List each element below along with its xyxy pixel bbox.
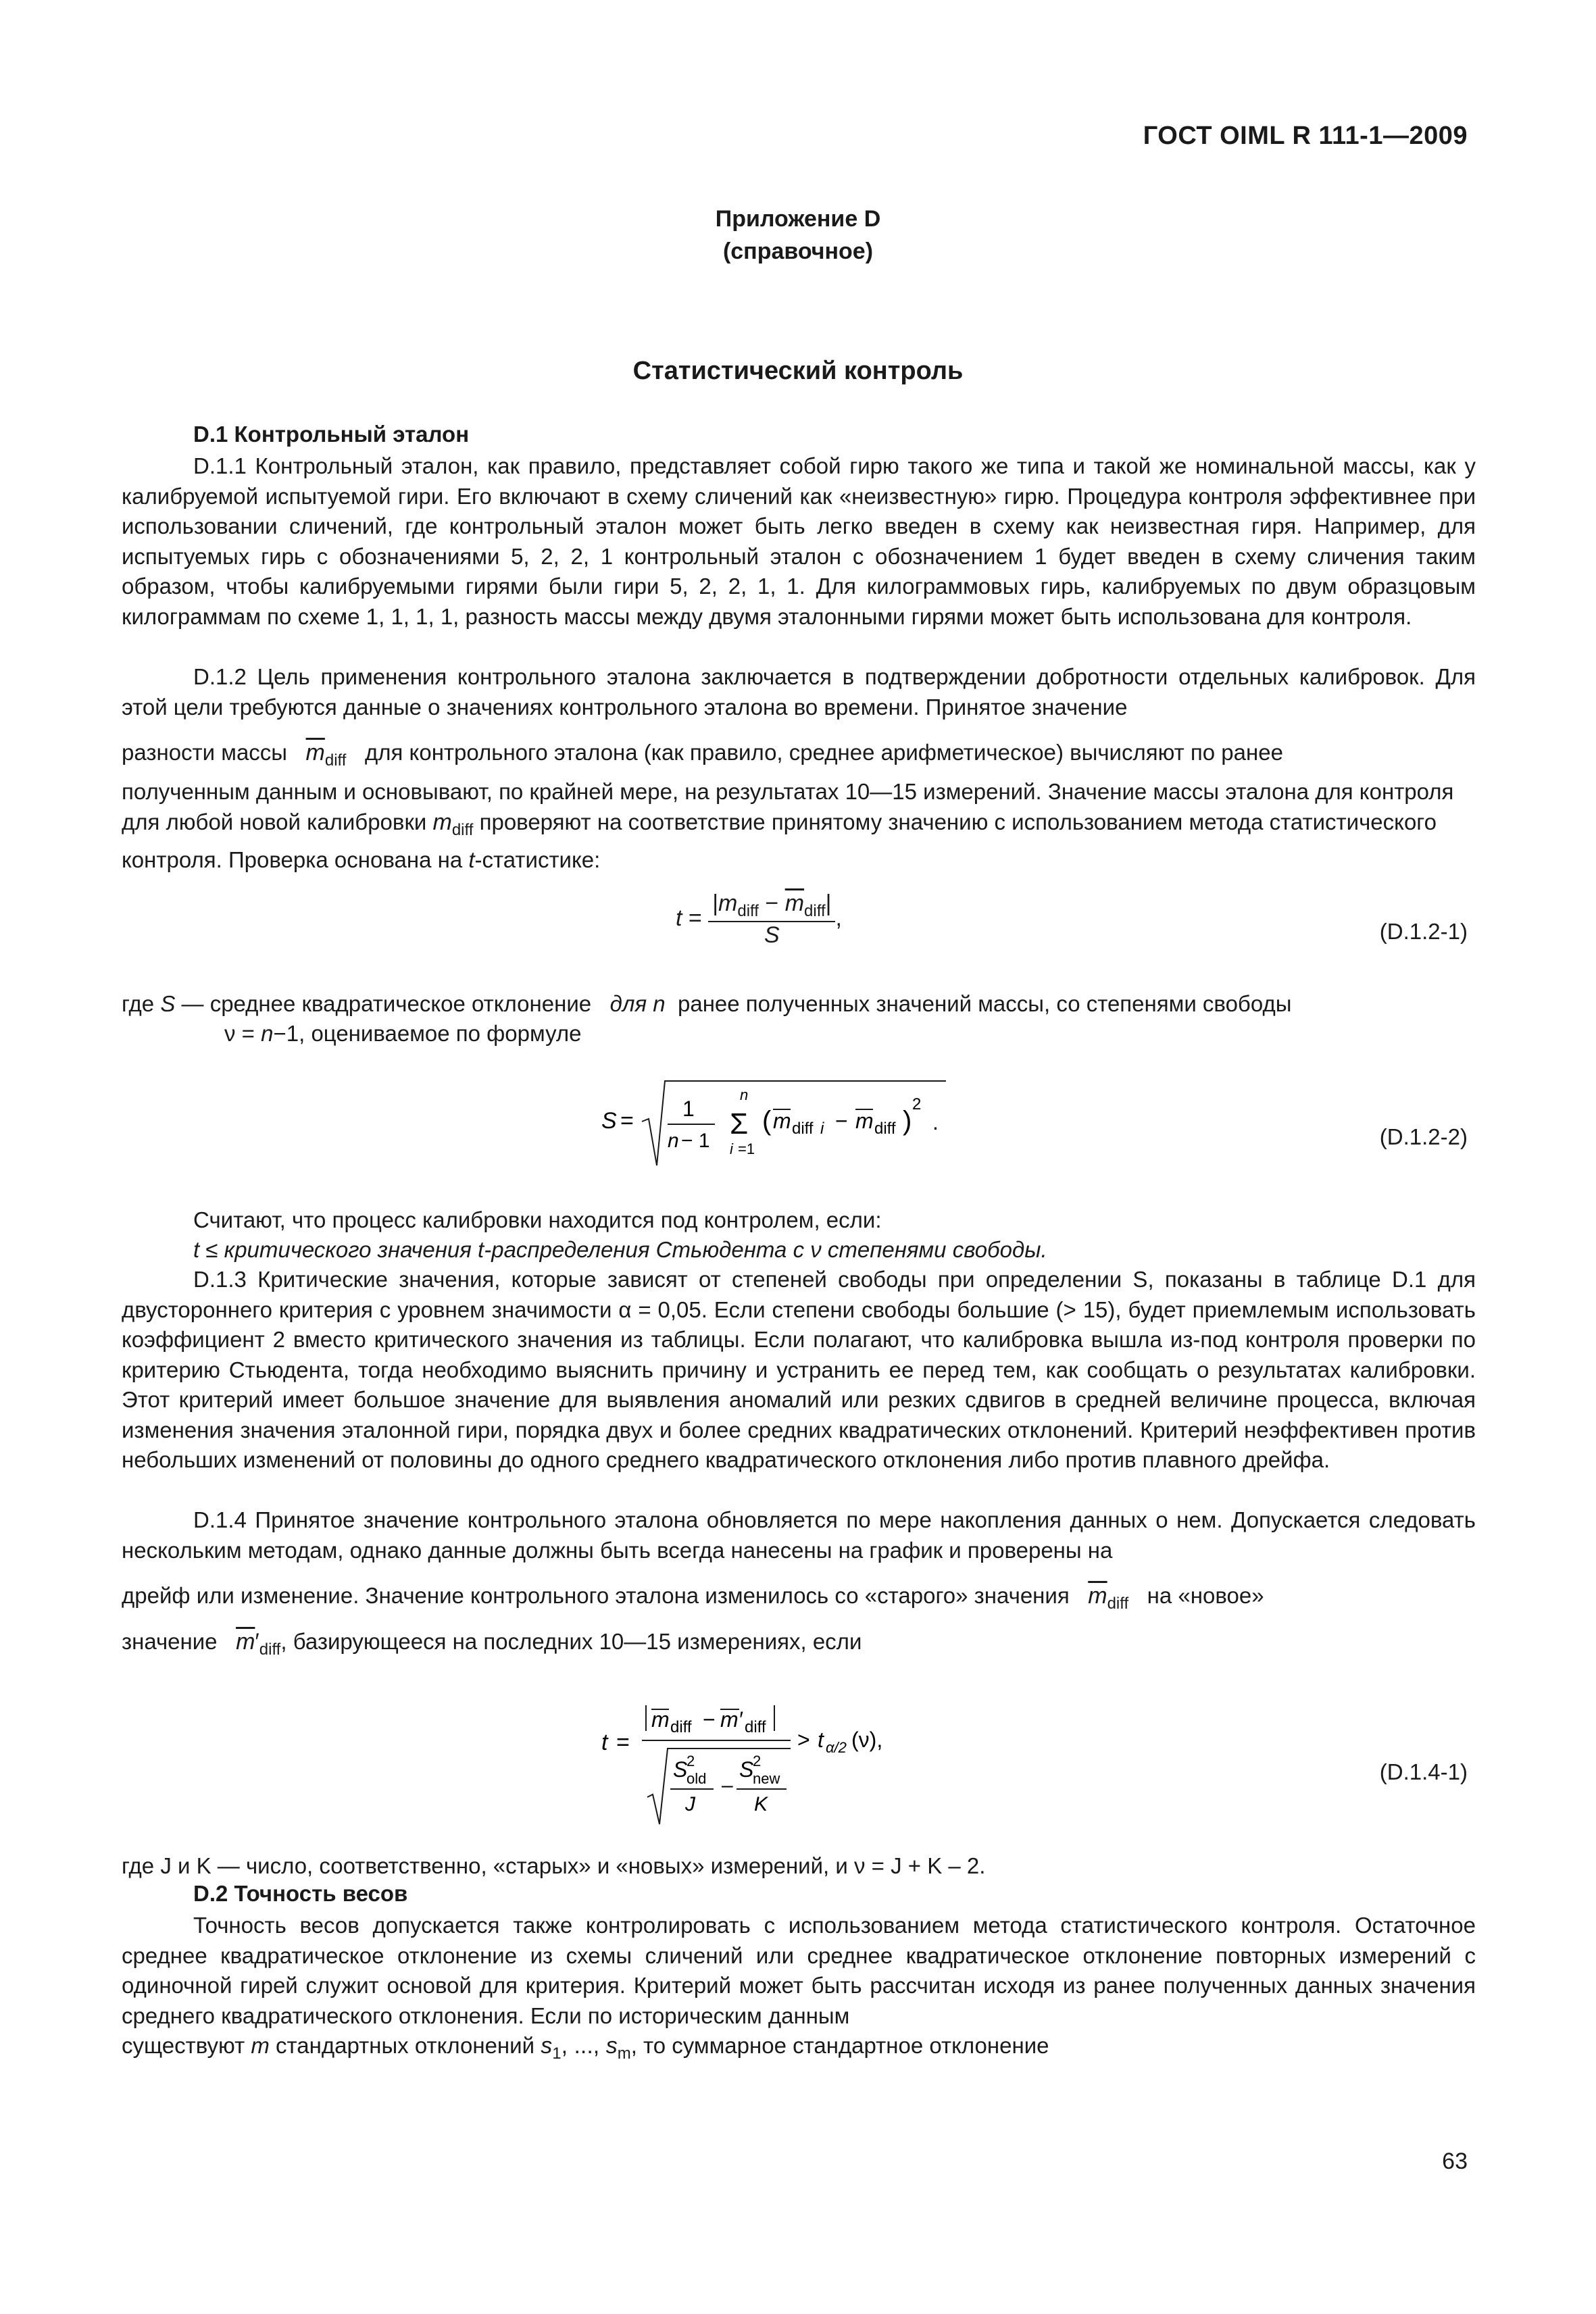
svg-text:m: m: [855, 1109, 874, 1133]
svg-text:S: S: [673, 1757, 688, 1782]
svg-text:.: .: [932, 1110, 939, 1134]
svg-text:n: n: [668, 1130, 679, 1152]
svg-text:>: >: [797, 1728, 810, 1752]
svg-text:1: 1: [682, 1097, 695, 1121]
svg-text:K: K: [754, 1793, 768, 1815]
control-condition: t ≤ критического значения t-распределения Стьюдента с ν степенями свободы.: [193, 1237, 1047, 1262]
svg-text:m: m: [651, 1707, 670, 1732]
d1-heading: D.1 Контрольный эталон: [193, 422, 470, 447]
d1-paragraph-2b: разности массы $\overline{m}_{diff}$ для контрольного эталона (как правило, среднее арифметическое) вычисляют по ранее: [122, 740, 1283, 770]
svg-text:diff: diff: [874, 1120, 896, 1138]
d2-paragraph-2: существуют m стандартных отклонений $s_1$, ..., $s_m$, то суммарное стандартное отклонение: [122, 2033, 1049, 2063]
d1-paragraph-2a: D.1.2 Цель применения контрольного эталона заключается в подтверждении добротности отдельных калибровок. Для этой цели требуются данные о значениях контрольного эталона во времени. Принятое значение: [122, 664, 1476, 720]
svg-text:Σ: Σ: [730, 1107, 749, 1140]
appendix-heading: [0, 203, 1596, 268]
svg-text:m′: m′: [720, 1707, 743, 1732]
svg-text:n: n: [740, 1086, 749, 1103]
svg-text:–: –: [722, 1774, 733, 1796]
svg-text:(: (: [762, 1106, 772, 1136]
d2-paragraph-1: Точность весов допускается также контролировать с использованием метода статистического контроля. Остаточное среднее квадратическое отклонение из схемы сличений или среднее квадратическое отклонение повторных измерений с одиночной гирей служит основой для критерия. Критерий может быть рассчитан исходя из ранее полученных данных значения среднего квадратического отклонения. Если по историческим данным: [122, 1913, 1476, 2028]
d1-paragraph-3: D.1.3 Критические значения, которые зависят от степеней свободы при определении S, показаны в таблице D.1 для двустороннего критерия с уровнем значимости α = 0,05. Если степени свободы большие (> 15), будет приемлемым использовать коэффициент 2 вместо критического значения из таблицы. Если полагают, что калибровка вышла из-под контроля проверки по критерию Стьюдента, тогда необходимо выяснить причину и устранить ее перед тем, как сообщать о результатах калибровки. Этот критерий имеет большое значение для выявления аномалий или резких сдвигов в средней величине процесса, включая изменения значения эталонной гири, порядка двух и более средних квадратических отклонений. Критерий неэффективен против небольших изменений от половины до одного среднего квадратического отклонения либо против плавного дрейфа.: [122, 1267, 1476, 1472]
page-number: 63: [1442, 2148, 1468, 2174]
appendix-title: Приложение D: [715, 206, 881, 232]
svg-text:− 1: − 1: [681, 1130, 710, 1152]
svg-text:2: 2: [753, 1753, 762, 1769]
svg-text:new: new: [753, 1770, 780, 1787]
control-line: Считают, что процесс калибровки находится под контролем, если:: [193, 1207, 882, 1232]
d1-paragraph-2c: полученным данным и основывают, по крайней мере, на результатах 10—15 измерений. Значение массы эталона для контроля для любой новой калибровки $m_{diff}$ проверяют на соответствие принятому значению с использованием метода статистического контроля. Проверка основана на t-статистике:: [122, 779, 1454, 872]
svg-text:S: S: [739, 1757, 754, 1782]
svg-text:−: −: [703, 1707, 716, 1732]
equation-number-d121: (D.1.2-1): [1379, 919, 1468, 944]
svg-text:): ): [903, 1106, 912, 1136]
section-title: Статистический контроль: [632, 357, 964, 385]
svg-text:i: i: [730, 1140, 733, 1157]
nu-line: ν = n−1, оцениваемое по формуле: [224, 1021, 582, 1046]
svg-text:2: 2: [912, 1095, 922, 1113]
equation-d121: t = $\frac{|m_{diff} - \overline{m}_{diff}|}{S}$ ,: [676, 890, 842, 948]
svg-text:diff: diff: [792, 1120, 814, 1138]
svg-text:=1: =1: [738, 1140, 755, 1157]
svg-text:=: =: [620, 1108, 634, 1134]
svg-text:t: t: [818, 1728, 824, 1752]
m-diff-bar: $\overline{m}_{diff}$: [305, 740, 347, 770]
standard-code: ГОСТ OIML R 111-1—2009: [1143, 122, 1468, 150]
d1-paragraph-1: D.1.1 Контрольный эталон, как правило, представляет собой гирю такого же типа и такой же номинальной массы, как у калибруемой испытуемой гири. Его включают в схему сличений как «неизвестную» гирю. Процедура контроля эффективнее при использовании сличений, где контрольный эталон может быть легко введен в схему как неизвестная гиря. Например, для испытуемых гирь с обозначениями 5, 2, 2, 1 контрольный эталон с обозначением 1 будет введен в схему сличения таким образом, чтобы калибруемыми гирями были гири 5, 2, 2, 1, 1. Для килограммовых гирь, калибруемых по двум образцовым килограммам по схеме 1, 1, 1, 1, разность массы между двумя эталонными гирями может быть использована для контроля.: [122, 453, 1476, 629]
d2-heading: D.2 Точность весов: [193, 1881, 408, 1906]
equation-d122: [595, 1074, 1014, 1176]
svg-text:t: t: [601, 1730, 608, 1755]
svg-text:(ν),: (ν),: [851, 1728, 883, 1752]
equation-number-d122: (D.1.2-2): [1379, 1124, 1468, 1149]
d1-paragraph-4b: дрейф или изменение. Значение контрольного эталона изменилось со «старого» значения $\overline{m}_{diff}$ на «новое»: [122, 1583, 1264, 1613]
svg-text:=: =: [616, 1730, 630, 1755]
d1-paragraph-4c: значение $\overline{m}'_{diff}$, базирующееся на последних 10—15 измерениях, если: [122, 1629, 862, 1659]
d1-paragraph-4a: D.1.4 Принятое значение контрольного эталона обновляется по мере накопления данных о нем. Допускается следовать нескольким методам, однако данные должны быть всегда нанесены на график и проверены на: [122, 1507, 1476, 1563]
equation-number-d141: (D.1.4-1): [1379, 1759, 1468, 1784]
equation-d141: [595, 1696, 946, 1831]
svg-text:2: 2: [687, 1753, 695, 1769]
svg-text:m: m: [773, 1109, 791, 1133]
appendix-subtitle: (справочное): [722, 238, 874, 264]
svg-text:−: −: [835, 1109, 848, 1133]
svg-text:diff: diff: [745, 1718, 766, 1736]
svg-text:J: J: [685, 1793, 695, 1815]
svg-text:S: S: [601, 1108, 617, 1134]
svg-text:α/2: α/2: [826, 1739, 847, 1756]
svg-text:old: old: [687, 1770, 707, 1787]
where-jk-line: где J и K — число, соответственно, «старых» и «новых» измерений, и ν = J + K – 2.: [122, 1853, 986, 1878]
where-s-line: где S — среднее квадратическое отклонение для n ранее полученных значений массы, со степенями свободы: [122, 991, 1292, 1016]
svg-text:diff: diff: [670, 1718, 692, 1736]
svg-text:i: i: [820, 1120, 824, 1138]
